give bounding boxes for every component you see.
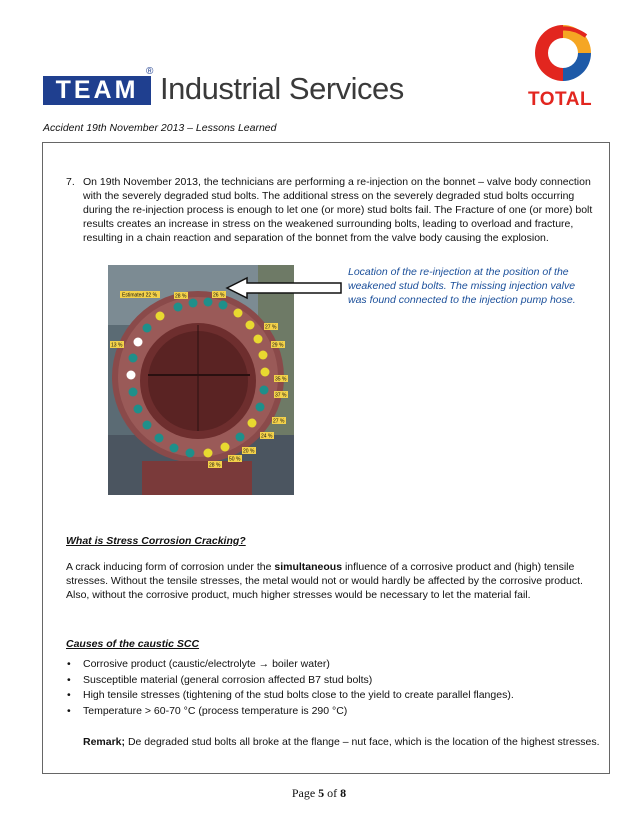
photo-label-9: 24 % [261, 433, 273, 440]
photo-label-5: 13 % [111, 342, 123, 349]
company-name: Industrial Services [160, 71, 404, 106]
document-title: Accident 19th November 2013 – Lessons Learned [43, 122, 277, 134]
page-word: Page [291, 786, 316, 800]
photo-label-3: 27 % [265, 324, 277, 331]
photo-label-1: 28 % [175, 293, 187, 300]
photo-label-8: 27 % [273, 418, 285, 425]
photo-label-10: 50 % [229, 456, 241, 463]
page-current: 5 [318, 786, 325, 800]
remark-label: Remark; [83, 736, 126, 748]
list-item-text: Corrosive product (caustic/electrolyte → boiler water) [83, 658, 330, 670]
list-item [66, 673, 606, 687]
page-footer [0, 786, 638, 801]
pointer-arrow-icon [225, 276, 345, 300]
causes-heading: Causes of the caustic SCC [66, 638, 200, 650]
bullet-icon: • [67, 673, 71, 686]
list-item-text: High tensile stresses (tightening of the stud bolts close to the yield to create parallel flanges). [83, 689, 514, 701]
scc-text-bold: simultaneous [274, 561, 343, 573]
list-item-text: Temperature > 60-70 °C (process temperature is 290 °C) [83, 704, 348, 717]
scc-paragraph [66, 560, 606, 602]
photo-label-2: 26 % [213, 292, 225, 299]
item-text: On 19th November 2013, the technicians are performing a re-injection on the bonnet – valve body connection with the severely degraded stud bolts. The additional stress on the severely degraded stud bolts occurring during the re-injection process is enough to let one (or more) stud bolts fail. The Fracture of one (or more) bolt results creates an increase in stress on the weakened surrounding bolts, leading to overload and fracture, resulting in a chain reaction and separation of the bonnet from the valve body causing the explosion. [83, 176, 593, 244]
team-logo-text: TEAM [55, 76, 139, 104]
photo-caption: Location of the re-injection at the position of the weakened stud bolts. The missing injection valve was found connected to the injection pump hose. [348, 266, 576, 306]
scc-text-before: A crack inducing form of corrosion under the [66, 561, 275, 573]
photo-label-12: 20 % [243, 448, 255, 455]
remark-text: De degraded stud bolts all broke at the flange – nut face, which is the location of the highest stresses. [125, 736, 600, 748]
list-item [66, 657, 606, 671]
team-logo [43, 76, 151, 105]
registered-mark: ® [146, 66, 154, 77]
photo-label-11: 28 % [209, 462, 221, 469]
total-logo-icon [528, 18, 598, 88]
list-item [66, 704, 606, 718]
list-item [66, 688, 606, 702]
bullet-icon: • [67, 689, 71, 701]
photo-label-7: 37 % [275, 392, 287, 399]
photo-label-6: 35 % [275, 376, 287, 383]
remark-paragraph [83, 735, 605, 749]
of-word: of [327, 786, 338, 800]
causes-list [66, 657, 606, 719]
page-total: 8 [340, 786, 347, 800]
scc-text-after: influence of a corrosive product and (high) tensile stresses. Without the tensile stresses, the metal would not or would hardly be affected by the corrosive product. Also, without the corrosive product, much higher stresses would be necessary to let the material fail. [66, 561, 583, 601]
item-number: 7. [66, 176, 75, 188]
scc-heading: What is Stress Corrosion Cracking? [66, 535, 246, 547]
bullet-icon: • [67, 704, 71, 717]
photo-label-0: Estimated 22 % [122, 292, 158, 299]
list-item-text: Susceptible material (general corrosion affected B7 stud bolts) [83, 673, 373, 686]
photo-label-4: 29 % [272, 342, 284, 349]
total-wordmark: TOTAL [528, 89, 593, 110]
bullet-icon: • [67, 658, 71, 670]
